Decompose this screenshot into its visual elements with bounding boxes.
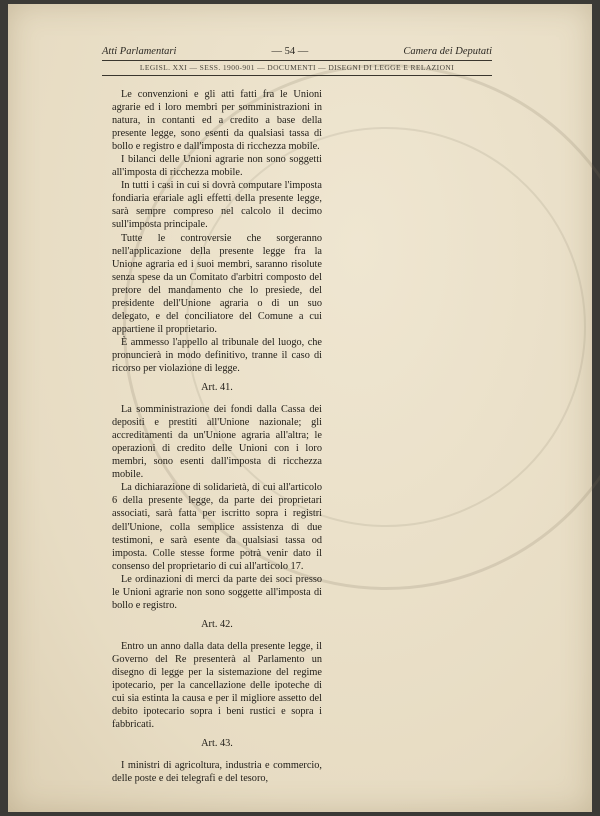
paragraph: Le ordinazioni di merci da parte dei soci presso le Unioni agrarie non sono soggette all'imposta di bollo e registro. (112, 573, 322, 611)
paragraph: La dichiarazione di solidarietà, di cui all'articolo 6 della presente legge, da parte dei proprietari associati, sarà fatta per iscritto sopra i registri dell'Unione, colla semplice assistenza di due testimoni, e sarà esente da qualsiasi tassa od imposta. Colle stesse forme potrà venir dato il consenso del proprietario di cui all'articolo 17. (112, 482, 322, 572)
paragraph: È ammesso l'appello al tribunale del luogo, che pronuncierà in modo definitivo, tranne il caso di ricorso per violazione di legge. (112, 336, 322, 374)
paragraph: Le convenzioni e gli atti fatti fra le Unioni agrarie ed i loro membri per somministrazioni in natura, in contanti ed a credito a base della presente legge, sono esenti da qualsiasi tassa di bollo e registro e dall'imposta di ricchezza mobile. (112, 89, 322, 153)
header-left: Atti Parlamentari (102, 46, 177, 57)
paragraph: La somministrazione dei fondi dalla Cassa dei depositi e prestiti all'Unione nazionale; gli accreditamenti da un'Unione agraria all'altra; le operazioni di credito delle Unioni con i loro membri, sono esenti dall'imposta di ricchezza mobile. (112, 404, 322, 481)
article-heading: Art. 41. (201, 382, 233, 394)
article-heading: Art. 43. (201, 738, 233, 750)
running-header (102, 46, 492, 57)
document-body (112, 88, 322, 785)
subline-rule (102, 75, 492, 76)
header-subline: LEGISL. XXI — SESS. 1900-901 — DOCUMENTI — DISEGNI DI LEGGE E RELAZIONI (139, 63, 455, 72)
header-rule (102, 60, 492, 61)
page-number: — 54 — (271, 46, 309, 57)
paragraph: Tutte le controversie che sorgeranno nell'applicazione della presente legge fra la Unione agraria ed i suoi membri, saranno risolute senza spese da un Comitato d'arbitri composto del pretore del mandamento che lo presiede, del presidente dell'Unione agraria o di un suo delegato, e del conciliatore del Comune a cui appartiene il proprietario. (112, 232, 322, 335)
paragraph: I bilanci delle Unioni agrarie non sono soggetti all'imposta di ricchezza mobile. (112, 154, 322, 179)
paragraph: In tutti i casi in cui si dovrà computare l'imposta fondiaria erariale agli effetti della presente legge, sarà sempre compreso nel calcolo il decimo sull'imposta principale. (112, 180, 322, 231)
article-heading: Art. 42. (201, 618, 233, 630)
paragraph: Entro un anno dalla data della presente legge, il Governo del Re presenterà al Parlamento un disegno di legge per la sistemazione del regime ipotecario, per la cancellazione delle ipoteche di cui sia estinta la causa e per il migliore assetto del debito ipotecario sopra i beni rustici e sopra i fabbricati. (112, 640, 322, 731)
paragraph: I ministri di agricoltura, industria e commercio, delle poste e dei telegrafi e del tesoro, (112, 760, 322, 785)
header-right: Camera dei Deputati (403, 46, 492, 57)
